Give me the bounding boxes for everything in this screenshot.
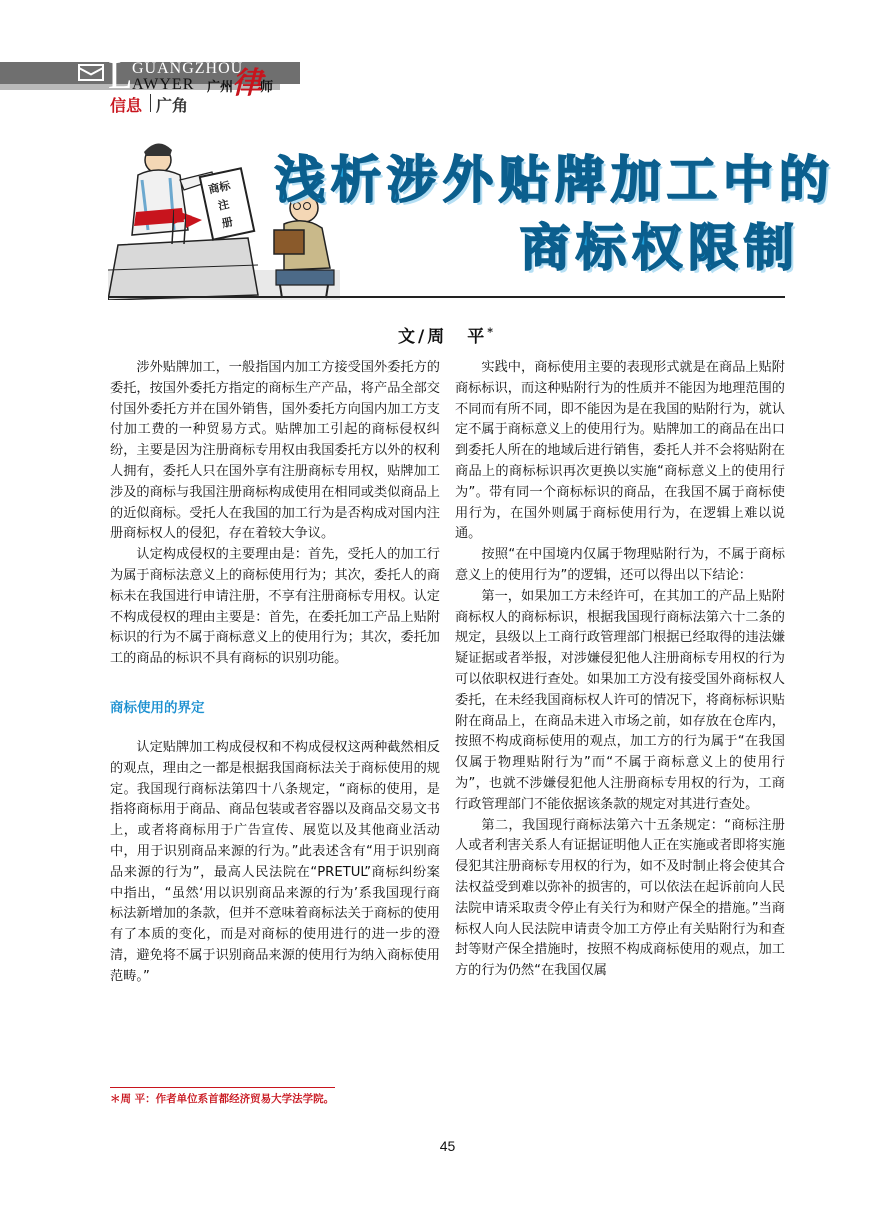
paragraph: 第二，我国现行商标法第六十五条规定：“商标注册人或者利害关系人有证据证明他人正在实施或者即将实施侵犯其注册商标专用权的行为，如不及时制止将会使其合法权益受到难以弥补的损害的，可以依法在起诉前向人民法院申请采取责令停止有关行为和财产保全的措施。”当商标权人向人民法院申请责令加工方停止有关贴附行为和查封等财产保全措施时，按照不构成商标使用的观点，加工方的行为仍然“在我国仅属 — [455, 817, 785, 979]
article-title-line-1: 浅析涉外贴牌加工中的 — [275, 151, 835, 209]
brand-guangzhou: GUANGZHOU — [132, 60, 244, 77]
brand-initial: L — [108, 52, 133, 97]
paragraph: 第一，如果加工方未经许可，在其加工的产品上贴附商标权人的商标标识，根据我国现行商标法第六十二条的规定，县级以上工商行政管理部门根据已经取得的违法嫌疑证据或者举报，对涉嫌侵犯他人注册商标专用权的行为可以依职权进行查处。如果加工方没有接受国外商标权人委托，在未经我国商标权人许可的情况下，将商标标识贴附在商品上，在商品未进入市场之前，如存放在仓库内，按照不构成商标使用的观点，加工方的行为属于“在我国仅属于物理贴附行为”而“不属于商标意义上的使用行为”，也就不涉嫌侵犯他人注册商标专用权的行为，工商行政管理部门不能依据该条款的规定对其进行查处。 — [455, 588, 785, 812]
section-divider — [150, 94, 151, 112]
byline-footnote-mark: * — [487, 325, 496, 339]
column-left — [110, 358, 440, 988]
column-right — [455, 358, 785, 982]
brand-guangzhou-cn: 广州 — [207, 80, 234, 95]
envelope-icon — [78, 64, 104, 81]
footnote-rule — [110, 1087, 335, 1088]
title-rule — [108, 296, 785, 298]
brand-shi: 师 — [260, 80, 274, 95]
byline — [398, 322, 496, 347]
sign-text-3: 册 — [220, 215, 235, 231]
section-label-xinxi: 信息 — [110, 96, 143, 115]
paragraph: 认定贴牌加工构成侵权和不构成侵权这两种截然相反的观点，理由之一都是根据我国商标法关于商标使用的规定。我国现行商标法第四十八条规定，“商标的使用，是指将商标用于商品、商品包装或者容器以及商品交易文书上，或者将商标用于广告宣传、展览以及其他商业活动中，用于识别商品来源的行为。”此表述含有“用于识别商品来源的行为”，最高人民法院在“PRETUL”商标纠纷案中指出，“虽然‘用以识别商品来源的行为’系我国现行商标法新增加的条款，但并不意味着商标法关于商标的使用有了本质的变化，而是对商标的使用进行的进一步的澄清，避免将不属于识别商品来源的使用行为纳入商标使用范畴。” — [110, 739, 440, 984]
paragraph: 涉外贴牌加工，一般指国内加工方接受国外委托方的委托，按国外委托方指定的商标生产产品，将产品全部交付国外委托方并在国外销售，国外委托方向国内加工方支付加工费的一种贸易方式。贴牌加工引起的商标侵权纠纷，主要是因为注册商标专用权由我国委托方以外的权利人拥有，委托人只在国外享有注册商标专用权，贴牌加工涉及的商标与我国注册商标构成使用在相同或类似商品上的近似商标。受托人在我国的加工行为是否构成对国内注册商标权人的侵犯，存在着较大争议。 — [110, 360, 440, 542]
page-number: 45 — [439, 1138, 456, 1154]
sign-text-1: 商标 — [207, 179, 232, 197]
brand-lv-calligraphy: 律 — [232, 67, 262, 100]
sign-text-2: 注 — [216, 197, 231, 213]
section-heading: 商标使用的界定 — [110, 699, 205, 716]
byline-author: 文/周 平 — [398, 327, 488, 347]
article-title-line-2: 商标权限制 — [520, 219, 800, 277]
brand-lawyer: AWYER — [132, 76, 195, 93]
footnote: ＊周 平：作者单位系首都经济贸易大学法学院。 — [110, 1093, 335, 1105]
paragraph: 实践中，商标使用主要的表现形式就是在商品上贴附商标标识，而这种贴附行为的性质并不能因为地理范围的不同而有所不同，即不能因为是在我国的贴附行为，就认定不属于商标意义上的使用行为。贴牌加工的商品在出口到委托人所在的地域后进行销售，委托人并不会将贴附在商品上的商标标识再次更换以实施“商标意义上的使用行为”。带有同一个商标标识的商品，在我国不属于商标使用行为，在国外则属于商标使用行为，在逻辑上难以说通。 — [455, 360, 785, 542]
paragraph: 按照“在中国境内仅属于物理贴附行为，不属于商标意义上的使用行为”的逻辑，还可以得出以下结论： — [455, 547, 785, 583]
paragraph: 认定构成侵权的主要理由是：首先，受托人的加工行为属于商标法意义上的商标使用行为；其次，委托人的商标未在我国进行申请注册，不享有注册商标专用权。认定不构成侵权的理由主要是：首先，在委托加工产品上贴附标识的行为不属于商标意义上的使用行为；其次，委托加工的商品的标识不具有商标的识别功能。 — [110, 547, 440, 667]
section-label-guangjiao: 广角 — [156, 96, 189, 115]
